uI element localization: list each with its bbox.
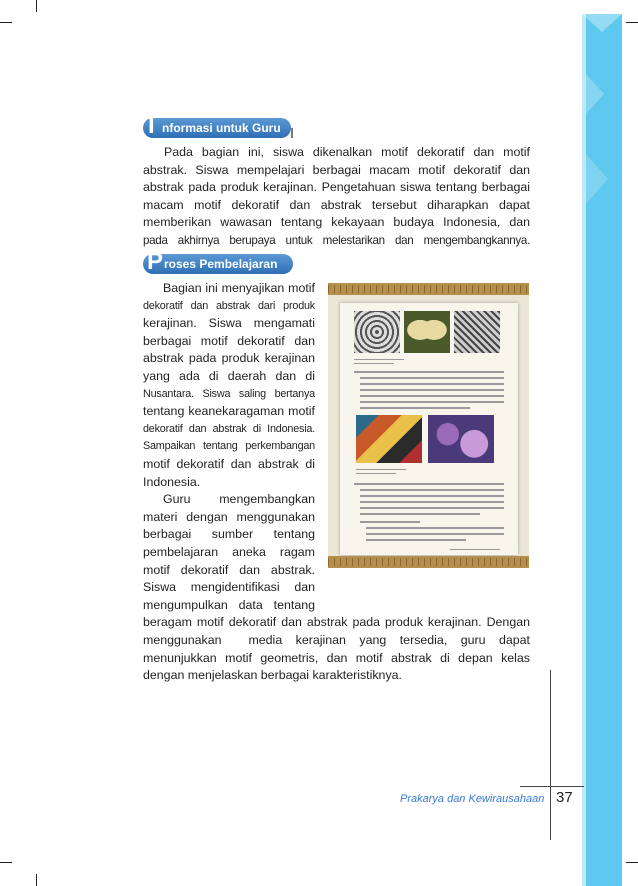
- proses-title: roses Pembelajaran: [164, 257, 278, 271]
- proses-line: yang ada di daerah dan di: [143, 368, 315, 383]
- proses-line: berbagai motif dekoratif dan: [143, 333, 315, 348]
- text-line: [354, 483, 504, 485]
- proses-line: dekoratif dan abstrak di Indonesia.: [143, 422, 315, 435]
- proses-line: berbagai sumber tentang: [143, 527, 315, 542]
- proses-line: Siswa mengidentifikasi dan: [143, 580, 315, 595]
- proses-full-line: beragam motif dekoratif dan abstrak pada produk kerajinan. Dengan: [143, 615, 530, 630]
- crop-mark: [626, 862, 638, 863]
- crop-mark: [36, 874, 37, 886]
- abstract-photo: [356, 415, 422, 463]
- proses-full-line: menunjukkan motif geometris, dan motif abstrak di depan kelas: [143, 650, 530, 665]
- informasi-initial: I: [148, 112, 155, 139]
- informasi-rule: [291, 128, 293, 138]
- informasi-line: macam motif dekoratif dan abstrak tersebut diharapkan dapat: [143, 197, 530, 212]
- text-line: [360, 377, 504, 379]
- proses-line: motif dekoratif dan abstrak di: [143, 456, 315, 471]
- text-line: [360, 383, 504, 385]
- proses-line: Bagian ini menyajikan motif: [163, 281, 315, 295]
- motif-photo: [354, 311, 400, 353]
- proses-line: kerajinan. Siswa mengamati: [143, 316, 315, 331]
- proses-full-line: dengan menjelaskan berbagai karakteristiknya.: [143, 668, 402, 683]
- text-line: [360, 389, 504, 391]
- text-line: [360, 495, 504, 497]
- text-line: [366, 539, 466, 541]
- proses-line: Guru mengembangkan: [163, 492, 315, 507]
- proses-header: [143, 248, 303, 275]
- page-number: 37: [556, 789, 573, 806]
- crop-mark: [626, 22, 638, 23]
- book-title: Prakarya dan Kewirausahaan: [400, 793, 545, 805]
- proses-line: pembelajaran aneka ragam: [143, 544, 315, 559]
- motif-photo: [404, 311, 450, 353]
- proses-line: dekoratif dan abstrak dari produk: [143, 299, 315, 312]
- proses-initial: P: [147, 248, 164, 275]
- informasi-line: pada akhirnya berupaya untuk melestarikan dan mengembangkannya.: [143, 234, 530, 247]
- motif-photo: [454, 311, 500, 353]
- crop-mark: [36, 0, 37, 12]
- proses-line: mengumpulkan data tentang: [143, 597, 315, 612]
- proses-line: abstrak pada produk kerajinan: [143, 351, 315, 366]
- abstract-photo: [428, 415, 494, 463]
- crop-mark: [0, 862, 12, 863]
- proses-line: tentang keanekaragaman motif: [143, 404, 315, 419]
- student-book-page-image: [328, 283, 529, 568]
- footer-horizontal-rule: [520, 786, 584, 787]
- text-line: [360, 501, 504, 503]
- informasi-header: [143, 112, 303, 139]
- proses-line: materi dengan menggunakan: [143, 509, 315, 524]
- text-line: [360, 395, 504, 397]
- informasi-line: abstrak. Siswa mempelajari berbagai macam motif dekoratif dan: [143, 162, 530, 177]
- caption-line: [356, 473, 396, 474]
- text-line: [366, 527, 504, 529]
- ruler-bottom: [328, 556, 529, 568]
- book-page-preview: [340, 303, 518, 555]
- text-line: [360, 521, 420, 523]
- proses-line: Nusantara. Siswa saling bertanya: [143, 387, 315, 400]
- side-band-pattern: [578, 14, 622, 886]
- proses-line: Indonesia.: [143, 474, 201, 489]
- proses-full-line: menggunakan media kerajinan yang tersedia, guru dapat: [143, 633, 530, 647]
- text-line: [360, 507, 504, 509]
- footer-line: [450, 549, 500, 550]
- informasi-line: Pada bagian ini, siswa dikenalkan motif dekoratif dan motif: [164, 145, 530, 159]
- footer-vertical-rule: [550, 670, 551, 840]
- caption-line: [354, 363, 394, 364]
- proses-line: Sampaikan tentang perkembangan: [143, 440, 315, 453]
- caption-line: [354, 359, 404, 360]
- text-line: [354, 371, 504, 373]
- text-line: [360, 407, 470, 409]
- text-line: [360, 513, 480, 515]
- text-line: [360, 401, 504, 403]
- caption-line: [356, 469, 406, 470]
- text-line: [360, 489, 504, 491]
- text-line: [366, 533, 504, 535]
- informasi-line: abstrak pada produk kerajinan. Pengetahuan siswa tentang berbagai: [143, 180, 530, 195]
- proses-column-text: [143, 280, 315, 614]
- ruler-top: [328, 283, 529, 295]
- informasi-line: memberikan wawasan tentang kekayaan budaya Indonesia, dan: [143, 215, 530, 230]
- proses-line: motif dekoratif dan abstrak.: [143, 562, 315, 577]
- informasi-title: nformasi untuk Guru: [162, 121, 281, 135]
- crop-mark: [0, 22, 12, 23]
